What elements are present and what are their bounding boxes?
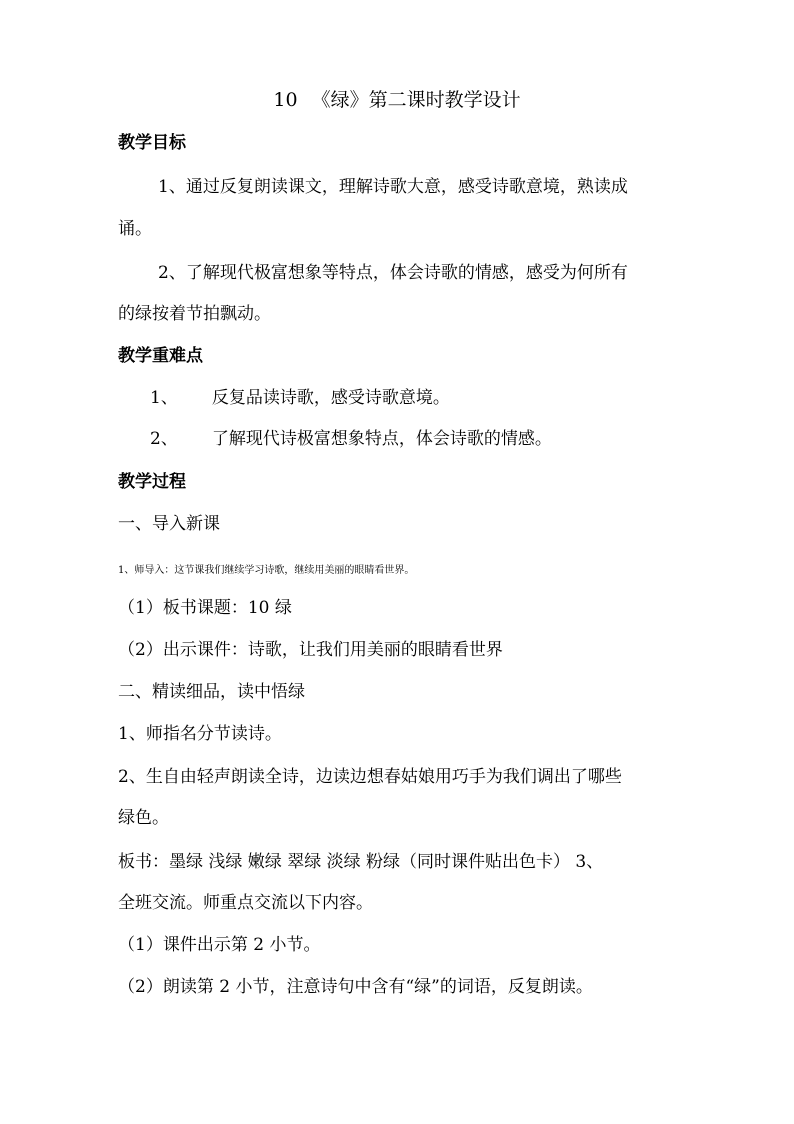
keypoints-heading: 教学重难点	[118, 346, 203, 366]
part-2-item-1: （1）课件出示第 2 小节。	[118, 935, 321, 955]
board-line-2: 全班交流。师重点交流以下内容。	[118, 893, 373, 913]
part-1-item-2: （2）出示课件：诗歌，让我们用美丽的眼睛看世界	[118, 640, 503, 660]
goal-1-line-1: 1、通过反复朗读课文，理解诗歌大意，感受诗歌意境，熟读成	[158, 177, 628, 197]
part-1-heading: 一、导入新课	[118, 514, 220, 534]
part-2-step-2-line-2: 绿色。	[118, 808, 169, 828]
keypoint-2-number: 2、	[150, 429, 178, 449]
part-1-intro: 1、师导入：这节课我们继续学习诗歌，继续用美丽的眼睛看世界。	[118, 565, 415, 576]
goal-2-line-2: 的绿按着节拍飘动。	[118, 304, 271, 324]
process-heading: 教学过程	[118, 472, 186, 492]
goals-heading: 教学目标	[118, 133, 186, 153]
keypoint-2-text: 了解现代诗极富想象特点，体会诗歌的情感。	[211, 429, 552, 449]
part-2-heading: 二、精读细品，读中悟绿	[118, 682, 305, 702]
board-line-1: 板书：墨绿 浅绿 嫩绿 翠绿 淡绿 粉绿（同时课件贴出色卡） 3、	[118, 852, 604, 872]
title-number: 10	[273, 89, 298, 111]
keypoint-1	[150, 385, 450, 411]
goal-2-line-1: 2、了解现代极富想象等特点，体会诗歌的情感，感受为何所有	[158, 263, 628, 283]
keypoint-2	[150, 426, 552, 452]
title-text: 《绿》第二课时教学设计	[311, 89, 521, 111]
part-2-item-2: （2）朗读第 2 小节，注意诗句中含有“绿”的词语，反复朗读。	[118, 977, 593, 997]
part-2-step-2-line-1: 2、生自由轻声朗读全诗，边读边想春姑娘用巧手为我们调出了哪些	[118, 767, 622, 787]
keypoint-1-number: 1、	[150, 388, 178, 408]
keypoint-1-text: 反复品读诗歌，感受诗歌意境。	[211, 388, 450, 408]
document-title	[0, 86, 794, 114]
part-1-item-1: （1）板书课题：10 绿	[118, 598, 292, 618]
part-2-step-1: 1、师指名分节读诗。	[118, 724, 282, 744]
goal-1-line-2: 诵。	[118, 219, 152, 239]
